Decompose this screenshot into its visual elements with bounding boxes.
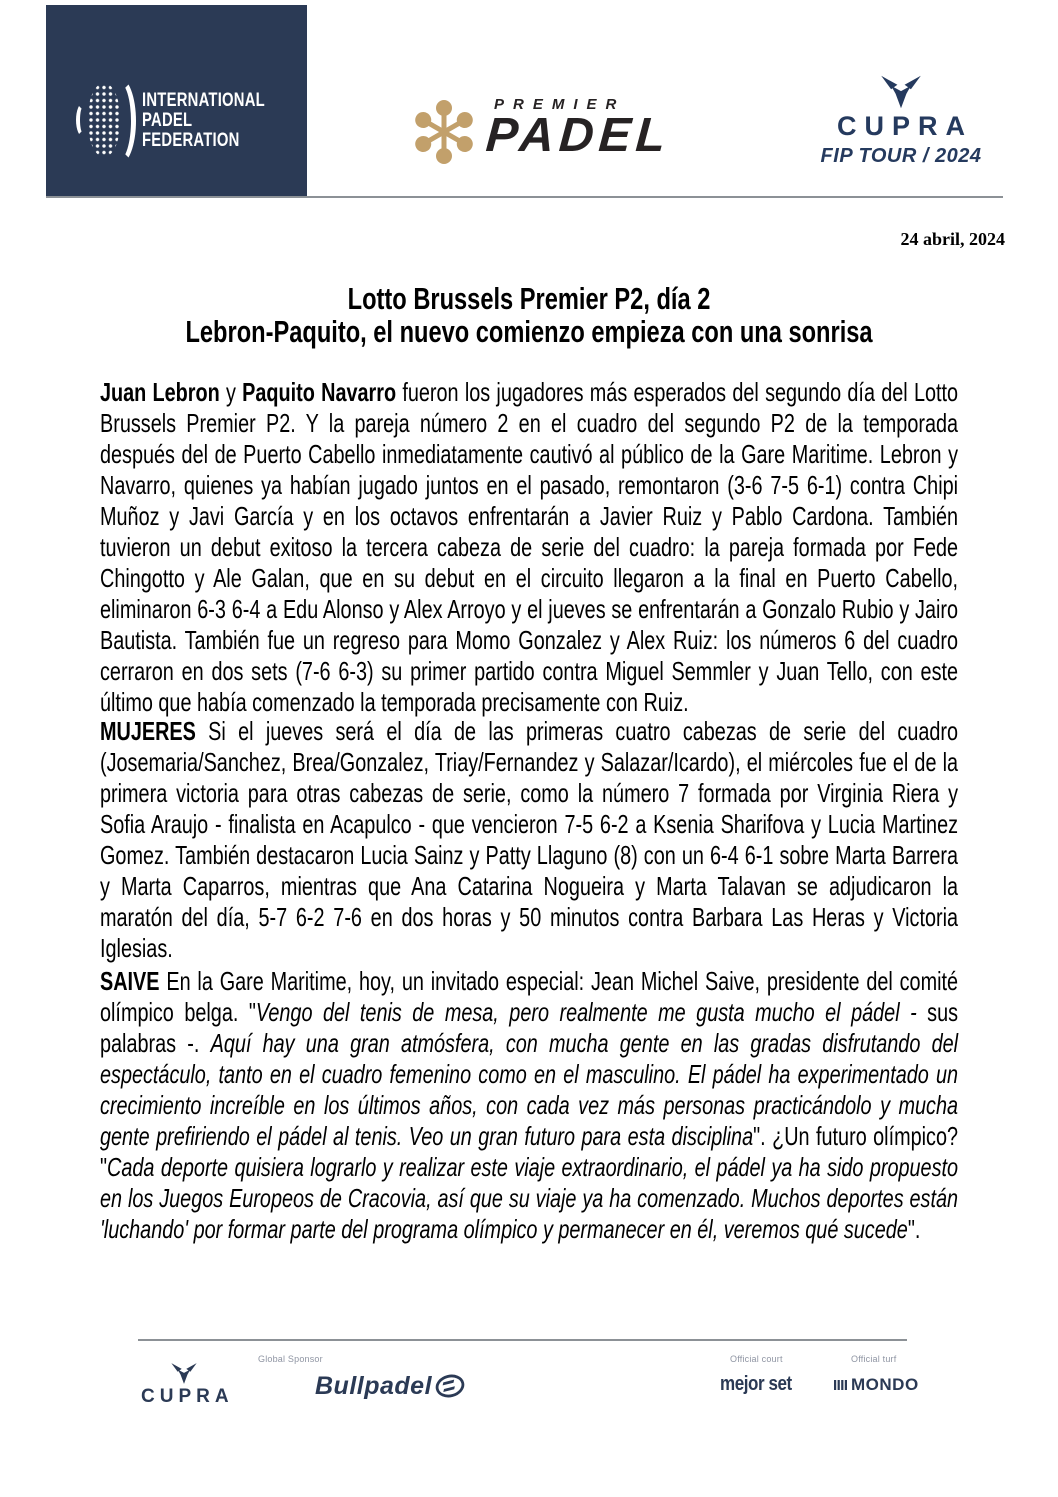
quote-segment: Aquí hay una gran atmósfera, con mucha gente en las gradas disfrutando del espectáculo, tanto en el cuadro femenino como en el masculino. El pádel ha experimentado un crecimiento increíble en los últimos años, con cada vez más personas practicándolo y mucha gente prefiriendo el pádel al tenis. Veo un gran futuro para esta disciplina <box>100 1028 959 1151</box>
sponsor-cupra-logo <box>136 1362 232 1406</box>
paragraph-saive-quote <box>100 966 958 1245</box>
premier-wordmark-top: PREMIER <box>494 96 626 113</box>
section-lead-saive: SAIVE <box>100 966 160 996</box>
paragraph-men-results <box>100 377 958 718</box>
mondo-wordmark: MONDO <box>851 1375 919 1394</box>
text-segment: y <box>219 377 243 407</box>
sponsor-label-global-sponsor: Global Sponsor <box>258 1354 323 1364</box>
title-line-1: Lotto Brussels Premier P2, día 2 <box>347 281 711 316</box>
sponsor-label-official-court: Official court <box>730 1354 783 1364</box>
text-segment: sus palabras -. <box>100 997 959 1058</box>
fip-tour-wordmark: FIP TOUR / 2024 <box>820 145 982 167</box>
ipf-word-international: INTERNATIONAL <box>142 90 265 111</box>
text-segment: fueron los jugadores más esperados del segundo día del Lotto Brussels Premier P2. Y la pareja número 2 en el cuadro del segundo P2 de la temporada después del de Puerto Cabello inmediatamente cautivó al público de la Gare Maritime. Lebron y Navarro, quienes ya habían jugado juntos en el pasado, remontaron (3-6 7-5 6-1) contra Chipi Muñoz y Javi García y en los octavos enfrentarán a Javier Ruiz y Pablo Cardona. También tuvieron un debut exitoso la tercera cabeza de serie del cuadro: la pareja formada por Fede Chingotto y Ale Galan, que en su debut en el circuito llegaron a la final en Puerto Cabello, eliminaron 6-3 6-4 a Edu Alonso y Alex Arroyo y el jueves se enfrentarán a Gonzalo Rubio y Jairo Bautista. También fue un regreso para Momo Gonzalez y Alex Ruiz: los números 6 del cuadro cerraron en dos sets (7-6 6-3) su primer partido contra Miguel Semmler y Juan Tello, con este último que había comenzado la temporada precisamente con Ruiz. <box>100 377 959 717</box>
paragraph-women-results <box>100 716 958 964</box>
ipf-word-federation: FEDERATION <box>142 130 240 151</box>
text-segment: Si el jueves será el día de las primeras cuatro cabezas de serie del cuadro (Josemaria/Sanchez, Brea/Gonzalez, Triay/Fernandez y Salazar/Icardo), el miércoles fue el de la primera victoria para otras cabezas de serie, como la número 7 formada por Virginia Riera y Sofia Araujo - finalista en Acapulco - que vencieron 7-5 6-2 a Ksenia Sharifova y Lucia Martinez Gomez. También destacaron Lucia Sainz y Patty Llaguno (8) con un 6-4 6-1 sobre Marta Barrera y Marta Caparros, mientras que Ana Catarina Nogueira y Marta Talavan se adjudicaron la maratón del día, 5-7 6-2 7-6 en dos horas y 50 minutos contra Barbara Las Heras y Victoria Iglesias. <box>100 716 959 963</box>
premier-wordmark-bottom: PADEL <box>484 109 673 162</box>
header-divider-line <box>46 196 1003 198</box>
premier-flower-icon <box>414 92 474 168</box>
text-segment: ". ¿Un futuro olímpico? " <box>100 1121 959 1182</box>
quote-segment: Vengo del tenis de mesa, pero realmente me gusta mucho el pádel - <box>255 997 917 1027</box>
text-segment: ". <box>907 1214 921 1244</box>
sponsor-bullpadel-logo <box>315 1372 466 1400</box>
sponsor-label-official-turf: Official turf <box>851 1354 897 1364</box>
cupra-fip-tour-logo <box>816 74 986 166</box>
ipf-word-padel: PADEL <box>142 110 193 131</box>
sponsor-mejorset-logo: mejor set <box>720 1373 792 1395</box>
title-line-2: Lebron-Paquito, el nuevo comienzo empieza con una sonrisa <box>185 314 873 349</box>
ipf-right-arc <box>102 77 136 165</box>
bold-name: Paquito Navarro <box>242 377 397 407</box>
bullpadel-emblem-icon <box>434 1372 466 1400</box>
cupra-bull-icon <box>170 1362 198 1385</box>
sponsor-cupra-wordmark: CUPRA <box>141 1386 234 1407</box>
sponsor-mondo-logo <box>834 1376 919 1393</box>
article-title <box>100 282 958 348</box>
cupra-wordmark: CUPRA <box>836 111 973 141</box>
document-date: 24 abril, 2024 <box>900 229 1005 249</box>
text-segment: En la Gare Maritime, hoy, un invitado especial: Jean Michel Saive, presidente del comité olímpico belga. " <box>100 966 959 1027</box>
section-lead-mujeres: MUJERES <box>100 716 196 746</box>
mondo-bars-icon <box>834 1379 849 1391</box>
ipf-wordmark <box>142 91 290 151</box>
cupra-bull-icon <box>879 74 923 110</box>
premier-padel-logo <box>408 88 718 174</box>
quote-segment: Cada deporte quisiera lograrlo y realizar este viaje extraordinario, el pádel ya ha sido propuesto en los Juegos Europeos de Cracovia, así que su viaje ya ha comenzado. Muchos deportes están 'luchando' por formar parte del programa olímpico y permanecer en él, veremos qué sucede <box>100 1152 959 1244</box>
footer-divider-line <box>138 1339 907 1341</box>
ipf-logo-box <box>46 5 307 197</box>
bullpadel-wordmark: Bullpadel <box>315 1371 433 1400</box>
ipf-racket-icon <box>76 77 138 167</box>
bold-name: Juan Lebron <box>100 377 220 407</box>
